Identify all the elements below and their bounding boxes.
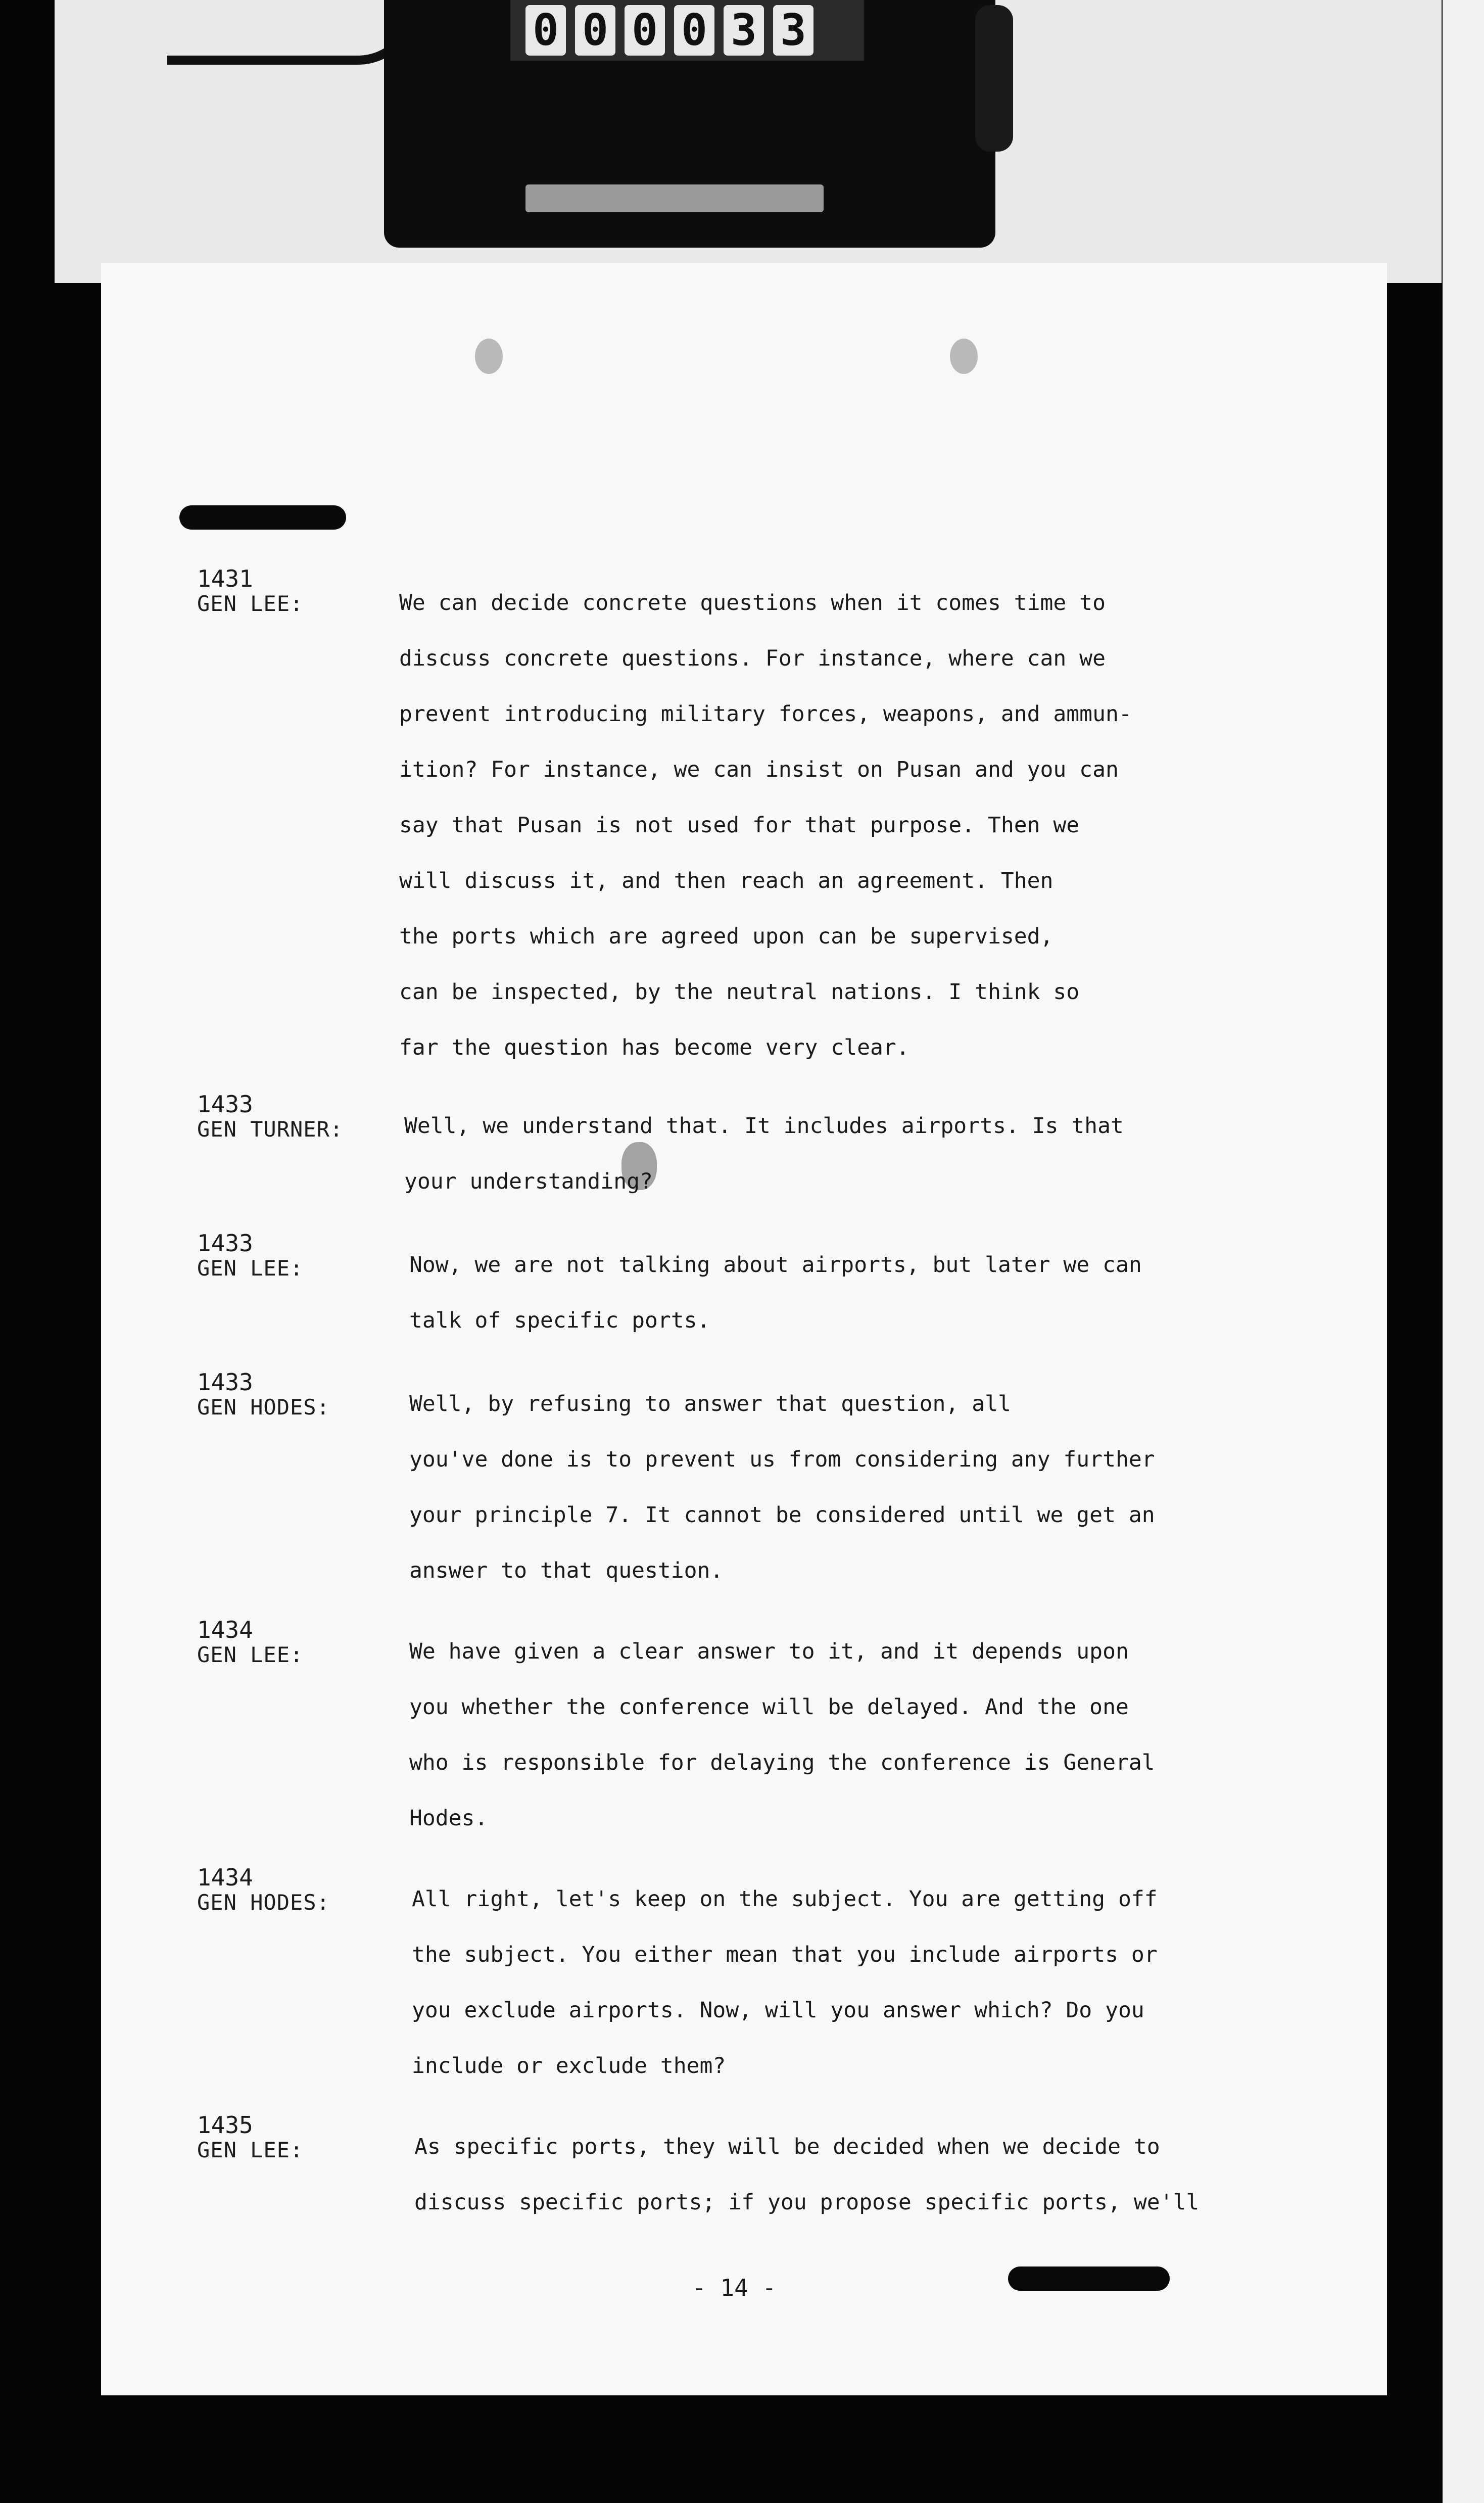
timestamp: 1434 [197, 1864, 253, 1891]
line: you whether the conference will be delayed. And the one [409, 1694, 1129, 1720]
line: discuss specific ports; if you propose specific ports, we'll [414, 2190, 1200, 2215]
punch-hole [950, 339, 978, 374]
line: your understanding? [404, 1169, 653, 1194]
document-page [101, 263, 1387, 2395]
line: discuss concrete questions. For instance, where can we [399, 646, 1106, 671]
counter-digit: 0 [575, 5, 615, 56]
line: say that Pusan is not used for that purpose. Then we [399, 813, 1080, 838]
film-edge [1443, 0, 1484, 2503]
line: will discuss it, and then reach an agreement. Then [399, 868, 1054, 893]
line: the subject. You either mean that you include airports or [412, 1942, 1158, 1967]
counter-digit: 3 [724, 5, 764, 56]
timestamp: 1433 [197, 1091, 253, 1118]
line: We have given a clear answer to it, and it depends upon [409, 1639, 1129, 1664]
timestamp: 1431 [197, 565, 253, 592]
frame-counter [510, 0, 864, 61]
punch-hole [475, 339, 503, 374]
speaker: GEN LEE: [197, 1642, 304, 1667]
counter-digit: 0 [674, 5, 714, 56]
speaker: GEN LEE: [197, 2138, 304, 2162]
line: far the question has become very clear. [399, 1035, 909, 1060]
speaker: GEN HODES: [197, 1395, 330, 1420]
line: Now, we are not talking about airports, but later we can [409, 1252, 1142, 1278]
speaker: GEN HODES: [197, 1890, 330, 1915]
line: can be inspected, by the neutral nations. I think so [399, 979, 1080, 1005]
timestamp: 1435 [197, 2111, 253, 2139]
line: you've done is to prevent us from considering any further [409, 1447, 1155, 1472]
counter-slot [525, 184, 824, 212]
counter-digit: 0 [525, 5, 566, 56]
line: As specific ports, they will be decided when we decide to [414, 2134, 1160, 2159]
redaction-bar [1008, 2266, 1170, 2291]
timestamp: 1433 [197, 1368, 253, 1396]
redaction-bar [179, 505, 346, 530]
counter-digit: 0 [625, 5, 665, 56]
line: ition? For instance, we can insist on Pusan and you can [399, 757, 1119, 782]
line: Well, we understand that. It includes airports. Is that [404, 1113, 1124, 1139]
line: who is responsible for delaying the conference is General [409, 1750, 1155, 1775]
speaker: GEN LEE: [197, 1256, 304, 1281]
timestamp: 1433 [197, 1230, 253, 1257]
line: We can decide concrete questions when it comes time to [399, 590, 1106, 616]
line: Well, by refusing to answer that question, all [409, 1391, 1011, 1416]
timestamp: 1434 [197, 1616, 253, 1643]
cable [167, 0, 418, 65]
line: answer to that question. [409, 1558, 724, 1583]
line: talk of specific ports. [409, 1308, 710, 1333]
speaker: GEN TURNER: [197, 1117, 344, 1142]
line: All right, let's keep on the subject. You are getting off [412, 1886, 1158, 1912]
line: your principle 7. It cannot be considered until we get an [409, 1502, 1155, 1528]
speaker: GEN LEE: [197, 591, 304, 616]
line: prevent introducing military forces, weapons, and ammun- [399, 701, 1132, 727]
counter-digit: 3 [773, 5, 813, 56]
line: Hodes. [409, 1806, 488, 1831]
line: include or exclude them? [412, 2053, 726, 2079]
counter-knob [975, 5, 1013, 152]
line: the ports which are agreed upon can be supervised, [399, 924, 1054, 949]
page-number: - 14 - [692, 2274, 777, 2301]
line: you exclude airports. Now, will you answer which? Do you [412, 1998, 1144, 2023]
